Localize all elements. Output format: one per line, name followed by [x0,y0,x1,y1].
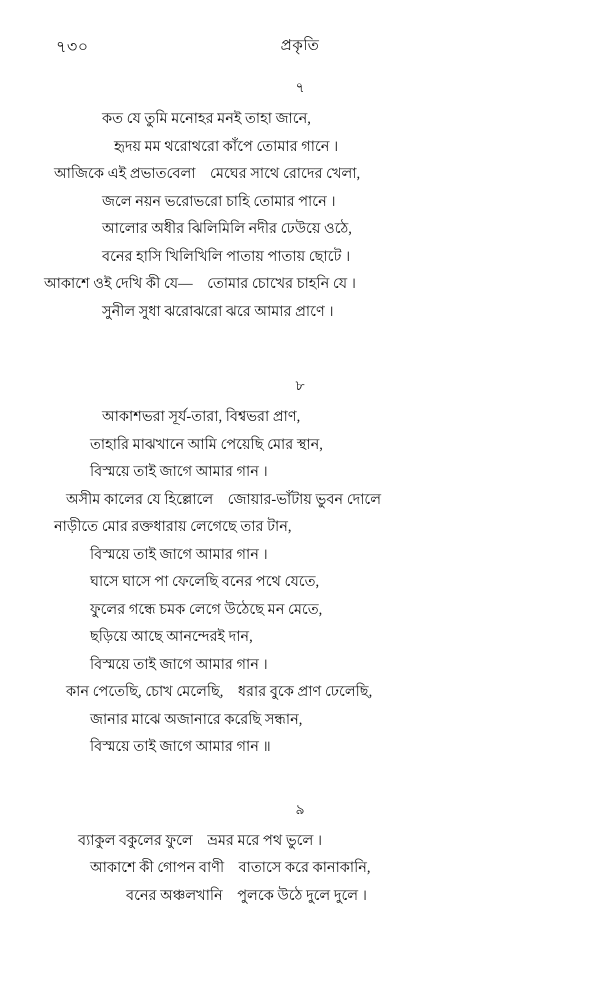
poem-line: নাড়ীতে মোর রক্তধারায় লেগেছে তার টান, [54,519,292,535]
poem-line: বিস্ময়ে তাই জাগে আমার গান । [90,546,268,563]
poem-7-stanza [44,112,556,319]
poem-8-stanza [44,410,556,755]
poem-line: বনের অঞ্চলখানি পুলকে উঠে দুলে দুলে । [126,887,367,904]
poem-line: জানার মাঝে অজানারে করেছি সন্ধান, [90,711,303,728]
poem-line: আকাশে কী গোপন বাণী বাতাসে করে কানাকানি, [90,860,371,876]
page-header [44,28,556,62]
section-spacer [44,332,556,360]
section-spacer [44,768,556,784]
poem-number: ৮ [295,379,305,394]
poem-number: ৭ [295,81,305,96]
page-number: ৭৩০ [56,39,89,56]
poem-line: অসীম কালের যে হিল্লোলে জোয়ার-ভাঁটায় ভুবন দোলে [66,491,382,508]
poem-9 [44,798,556,904]
poem-line: জলে নয়ন ভরোভরো চাহি তোমার পানে । [102,193,336,210]
poem-line: তাহারি মাঝখানে আমি পেয়েছি মোর স্থান, [90,436,323,453]
poem-line: আকাশে ওই দেখি কী যে— তোমার চোখের চাহনি যে । [44,276,356,292]
poem-7 [44,76,556,319]
poem-line: আকাশভরা সূর্য-তারা, বিশ্বভরা প্রাণ, [102,409,301,425]
poem-line: বিস্ময়ে তাই জাগে আমার গান । [90,464,268,480]
poem-line: বিস্ময়ে তাই জাগে আমার গান ॥ [90,739,271,755]
poem-line: ফুলের গন্ধে চমক লেগে উঠেছে মন মেতে, [90,601,323,618]
poem-line: ব্যাকুল বকুলের ফুলে ভ্রমর মরে পথ ভুলে । [78,832,323,849]
poem-line: আলোর অধীর ঝিলিমিলি নদীর ঢেউয়ে ওঠে, [102,221,352,237]
poem-line: আজিকে এই প্রভাত‌বেলা মেঘের সাথে রোদের খেলা, [54,166,361,182]
poem-line: হৃদয় মম থরোথরো কাঁপে তোমার গানে । [114,138,339,155]
poem-line: বিস্ময়ে তাই জাগে আমার গান । [90,656,268,673]
poem-line: বনের হাসি খিলিখিলি পাতায় পাতায় ছোটে । [102,248,351,265]
poem-line: কান পেতেছি, চোখ মেলেছি, ধরার বুকে প্রাণ ঢেলেছি, [66,684,373,700]
poem-9-stanza [44,834,556,904]
book-title: প্রকৃতি [280,38,320,54]
poem-line: সুনীল সুধা ঝরোঝরো ঝরে আমার প্রাণে । [102,303,334,320]
poem-line: ঘাসে ঘাসে পা ফেলেছি বনের পথে যেতে, [90,574,320,590]
poem-line: ছড়িয়ে আছে আনন্দেরই দান, [90,629,253,645]
poem-number: ৯ [295,802,305,818]
poem-8 [44,374,556,755]
poem-line: কত যে তুমি মনোহর মনই তাহা জানে, [102,111,311,127]
